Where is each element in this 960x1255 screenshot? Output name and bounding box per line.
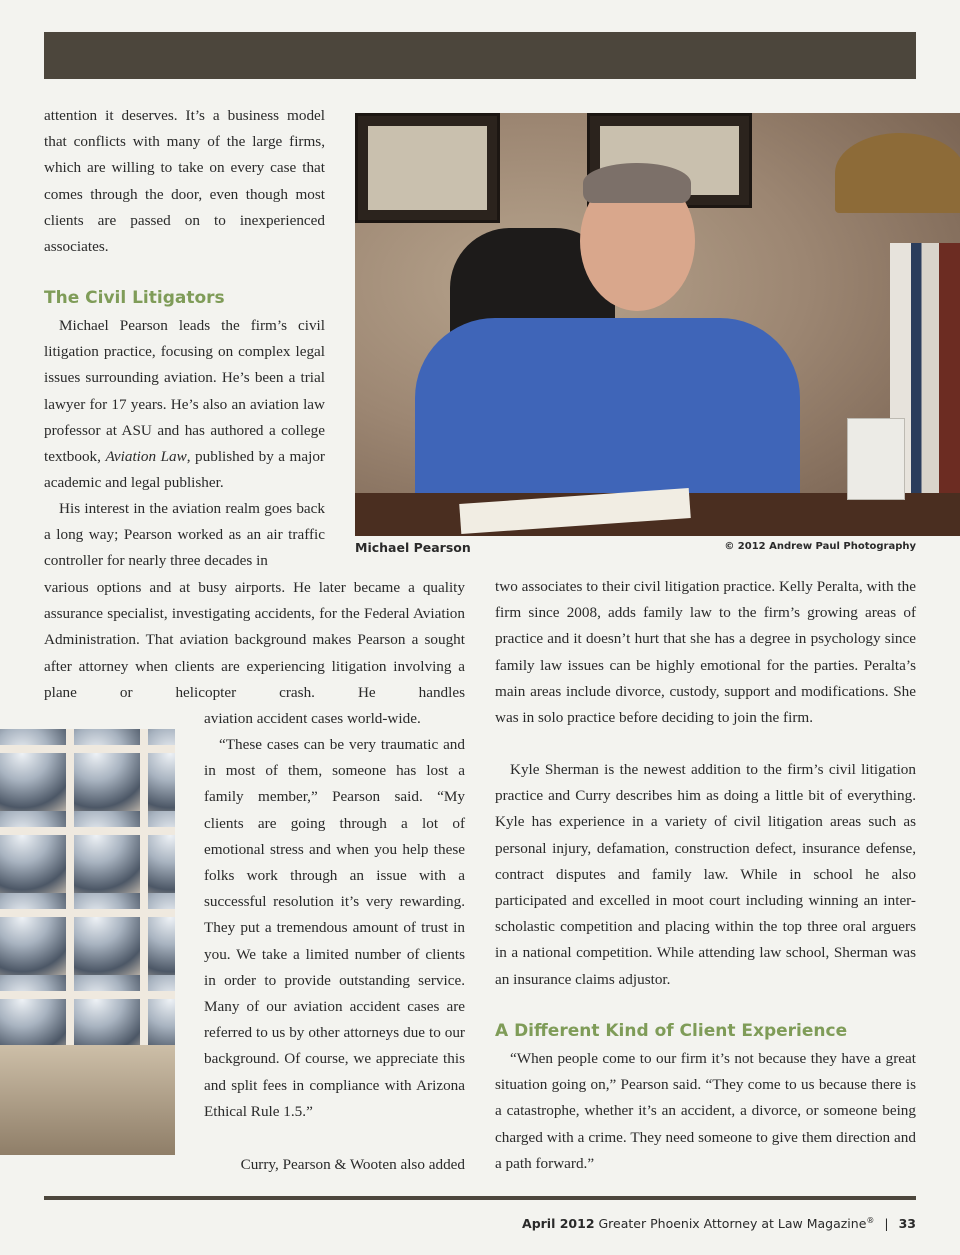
header-bar [44, 32, 916, 79]
book-title: Aviation Law [105, 448, 187, 466]
heading-different-experience: A Different Kind of Client Experience [495, 1021, 848, 1041]
civil-paragraph-2-start: His interest in the aviation realm goes back a long way; Pearson worked as an air traffic controller for nearly three decades in [44, 500, 325, 570]
footer-separator: | [884, 1216, 889, 1232]
photo-credit: © 2012 Andrew Paul Photography [724, 541, 916, 552]
sherman-paragraph: Kyle Sherman is the newest addition to the firm’s civil litigation practice and Curry describes him as doing a little bit of everything. Kyle has experience in a variety of civil litigation areas such as personal injury, defamation, construction defect, insurance defense, contract disputes and family law. While in school he also participated and excelled in moot court including winning an inter-scholastic competition and placing within the top three oral arguers in a national competition. While attending law school, Sherman was an insurance claims adjustor. [495, 761, 916, 988]
photo-caption-name: Michael Pearson [355, 540, 471, 555]
intro-paragraph: attention it deserves. It’s a business model that conflicts with many of the large firms, which are willing to take on every case that comes through the door, even though most clients are passed on to inexperienced associates. [44, 107, 325, 256]
civil-paragraph-2-end: aviation accident cases world-wide. [204, 710, 421, 727]
page-footer [522, 1216, 916, 1231]
photo-michael-pearson [355, 113, 960, 536]
heading-civil-litigators: The Civil Litigators [44, 288, 225, 308]
footer-date: April 2012 [522, 1216, 595, 1232]
quote-paragraph: “These cases can be very traumatic and in most of them, someone has lost a family member,” Pearson said. “My clients are going through a lot of emotional stress and when you help these folks work through an issue with a successful resolution it’s very rewarding. They put a tremendous amount of trust in you. We take a limited number of clients in order to provide outstanding service. Many of our aviation accident cases are referred to us by other attorneys due to our background. Of course, we appreciate this and split fees in compliance with Arizona Ethical Rule 1.5.” [204, 736, 465, 1120]
civil-paragraph-1: Michael Pearson leads the firm’s civil litigation practice, focusing on complex legal issues surrounding aviation. He’s been a trial lawyer for 17 years. He’s also an aviation law professor at ASU and has authored a college textbook, Aviation Law, published by a major academic and legal publisher. [44, 317, 325, 492]
page-number: 33 [898, 1216, 916, 1232]
associates-paragraph-start: Curry, Pearson & Wooten also added [240, 1156, 465, 1173]
civil-paragraph-2-continued: various options and at busy airports. He later became a quality assurance specialist, investigating accidents, for the Federal Aviation Administration. That aviation background makes Pearson a sought after attorney when clients are experiencing litigation involving a plane or helicopter crash. He handles [44, 579, 465, 701]
photo-glass-blocks [0, 729, 175, 1155]
footer-magazine: Greater Phoenix Attorney at Law Magazine [598, 1216, 867, 1232]
footer-registered: ® [866, 1216, 875, 1225]
footer-rule [44, 1196, 916, 1200]
associates-paragraph-continued: two associates to their civil litigation practice. Kelly Peralta, with the firm since 2008, adds family law to the firm’s growing areas of practice and it doesn’t hurt that she has a degree in psychology since family law issues can be highly emotional for the parties. Peralta’s main areas include divorce, custody, support and modifications. She was in solo practice before deciding to join the firm. [495, 578, 916, 727]
different-paragraph: “When people come to our firm it’s not because they have a great situation going on,” Pearson said. “They come to us because there is a catastrophe, whether it’s an accident, a divorce, or someone being charged with a crime. They need someone to give them direction and a path forward.” [495, 1050, 916, 1172]
